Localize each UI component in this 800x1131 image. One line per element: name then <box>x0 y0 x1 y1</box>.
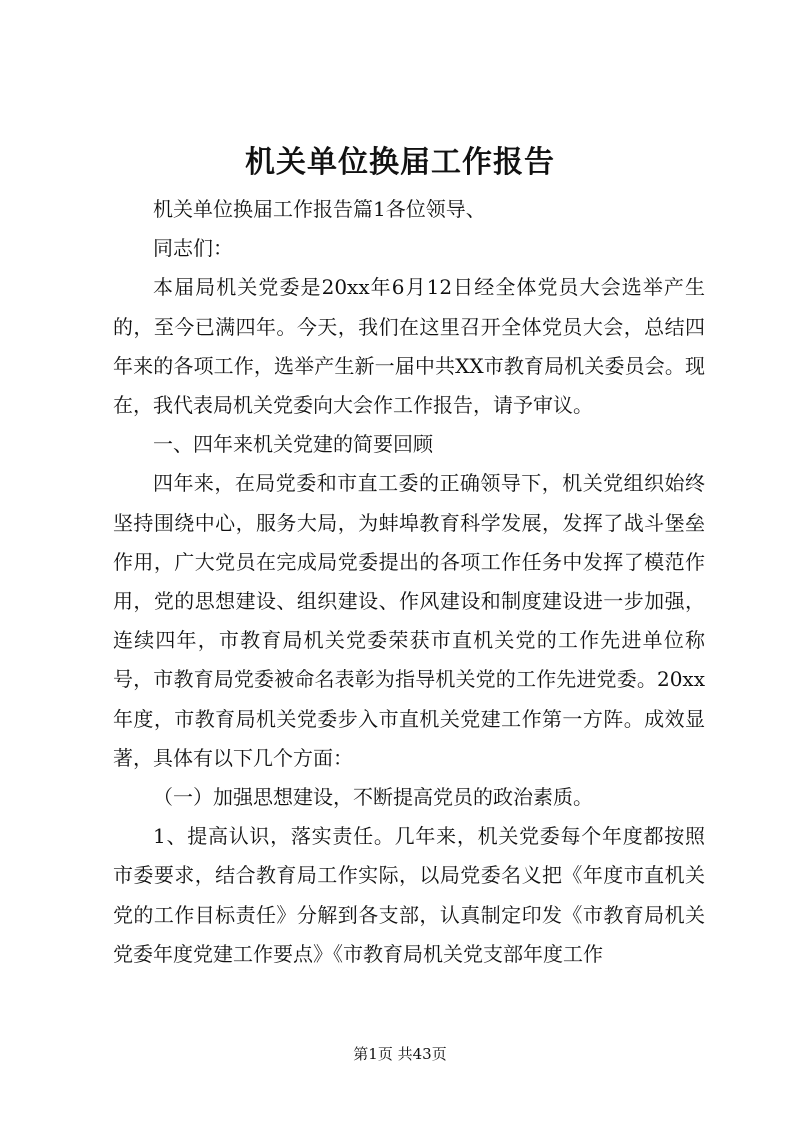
document-title: 机关单位换届工作报告 <box>245 145 555 180</box>
paragraph-intro: 本届局机关党委是20xx年6月12日经全体党员大会选举产生的，至今已满四年。今天，我们在这里召开全体党员大会，总结四年来的各项工作，选举产生新一届中共XX市教育局机关委员会。现在，我代表局机关党委向大会作工作报告，请予审议。 <box>113 275 705 418</box>
page-footer: 第1页 共43页 <box>353 1045 447 1063</box>
paragraph-address: 同志们： <box>153 236 233 261</box>
document-body <box>113 190 705 974</box>
section-heading: 一、四年来机关党建的简要回顾 <box>153 432 433 457</box>
subsection-heading: （一）加强思想建设，不断提高党员的政治素质。 <box>153 785 593 810</box>
paragraph-review: 四年来，在局党委和市直工委的正确领导下，机关党组织始终坚持围绕中心，服务大局，为蚌埠教育科学发展，发挥了战斗堡垒作用，广大党员在完成局党委提出的各项工作任务中发挥了模范作用，党的思想建设、组织建设、作风建设和制度建设进一步加强，连续四年，市教育局机关党委荣获市直机关党的工作先进单位称号，市教育局党委被命名表彰为指导机关党的工作先进党委。20xx年度，市教育局机关党委步入市直机关党建工作第一方阵。成效显著，具体有以下几个方面： <box>113 471 705 770</box>
paragraph-salutation: 机关单位换届工作报告篇1各位领导、 <box>153 197 486 221</box>
paragraph-item-1: 1、提高认识，落实责任。几年来，机关党委每个年度都按照市委要求，结合教育局工作实际，以局党委名义把《年度市直机关党的工作目标责任》分解到各支部，认真制定印发《市教育局机关党委年度党建工作要点》《市教育局机关党支部年度工作 <box>113 824 705 966</box>
